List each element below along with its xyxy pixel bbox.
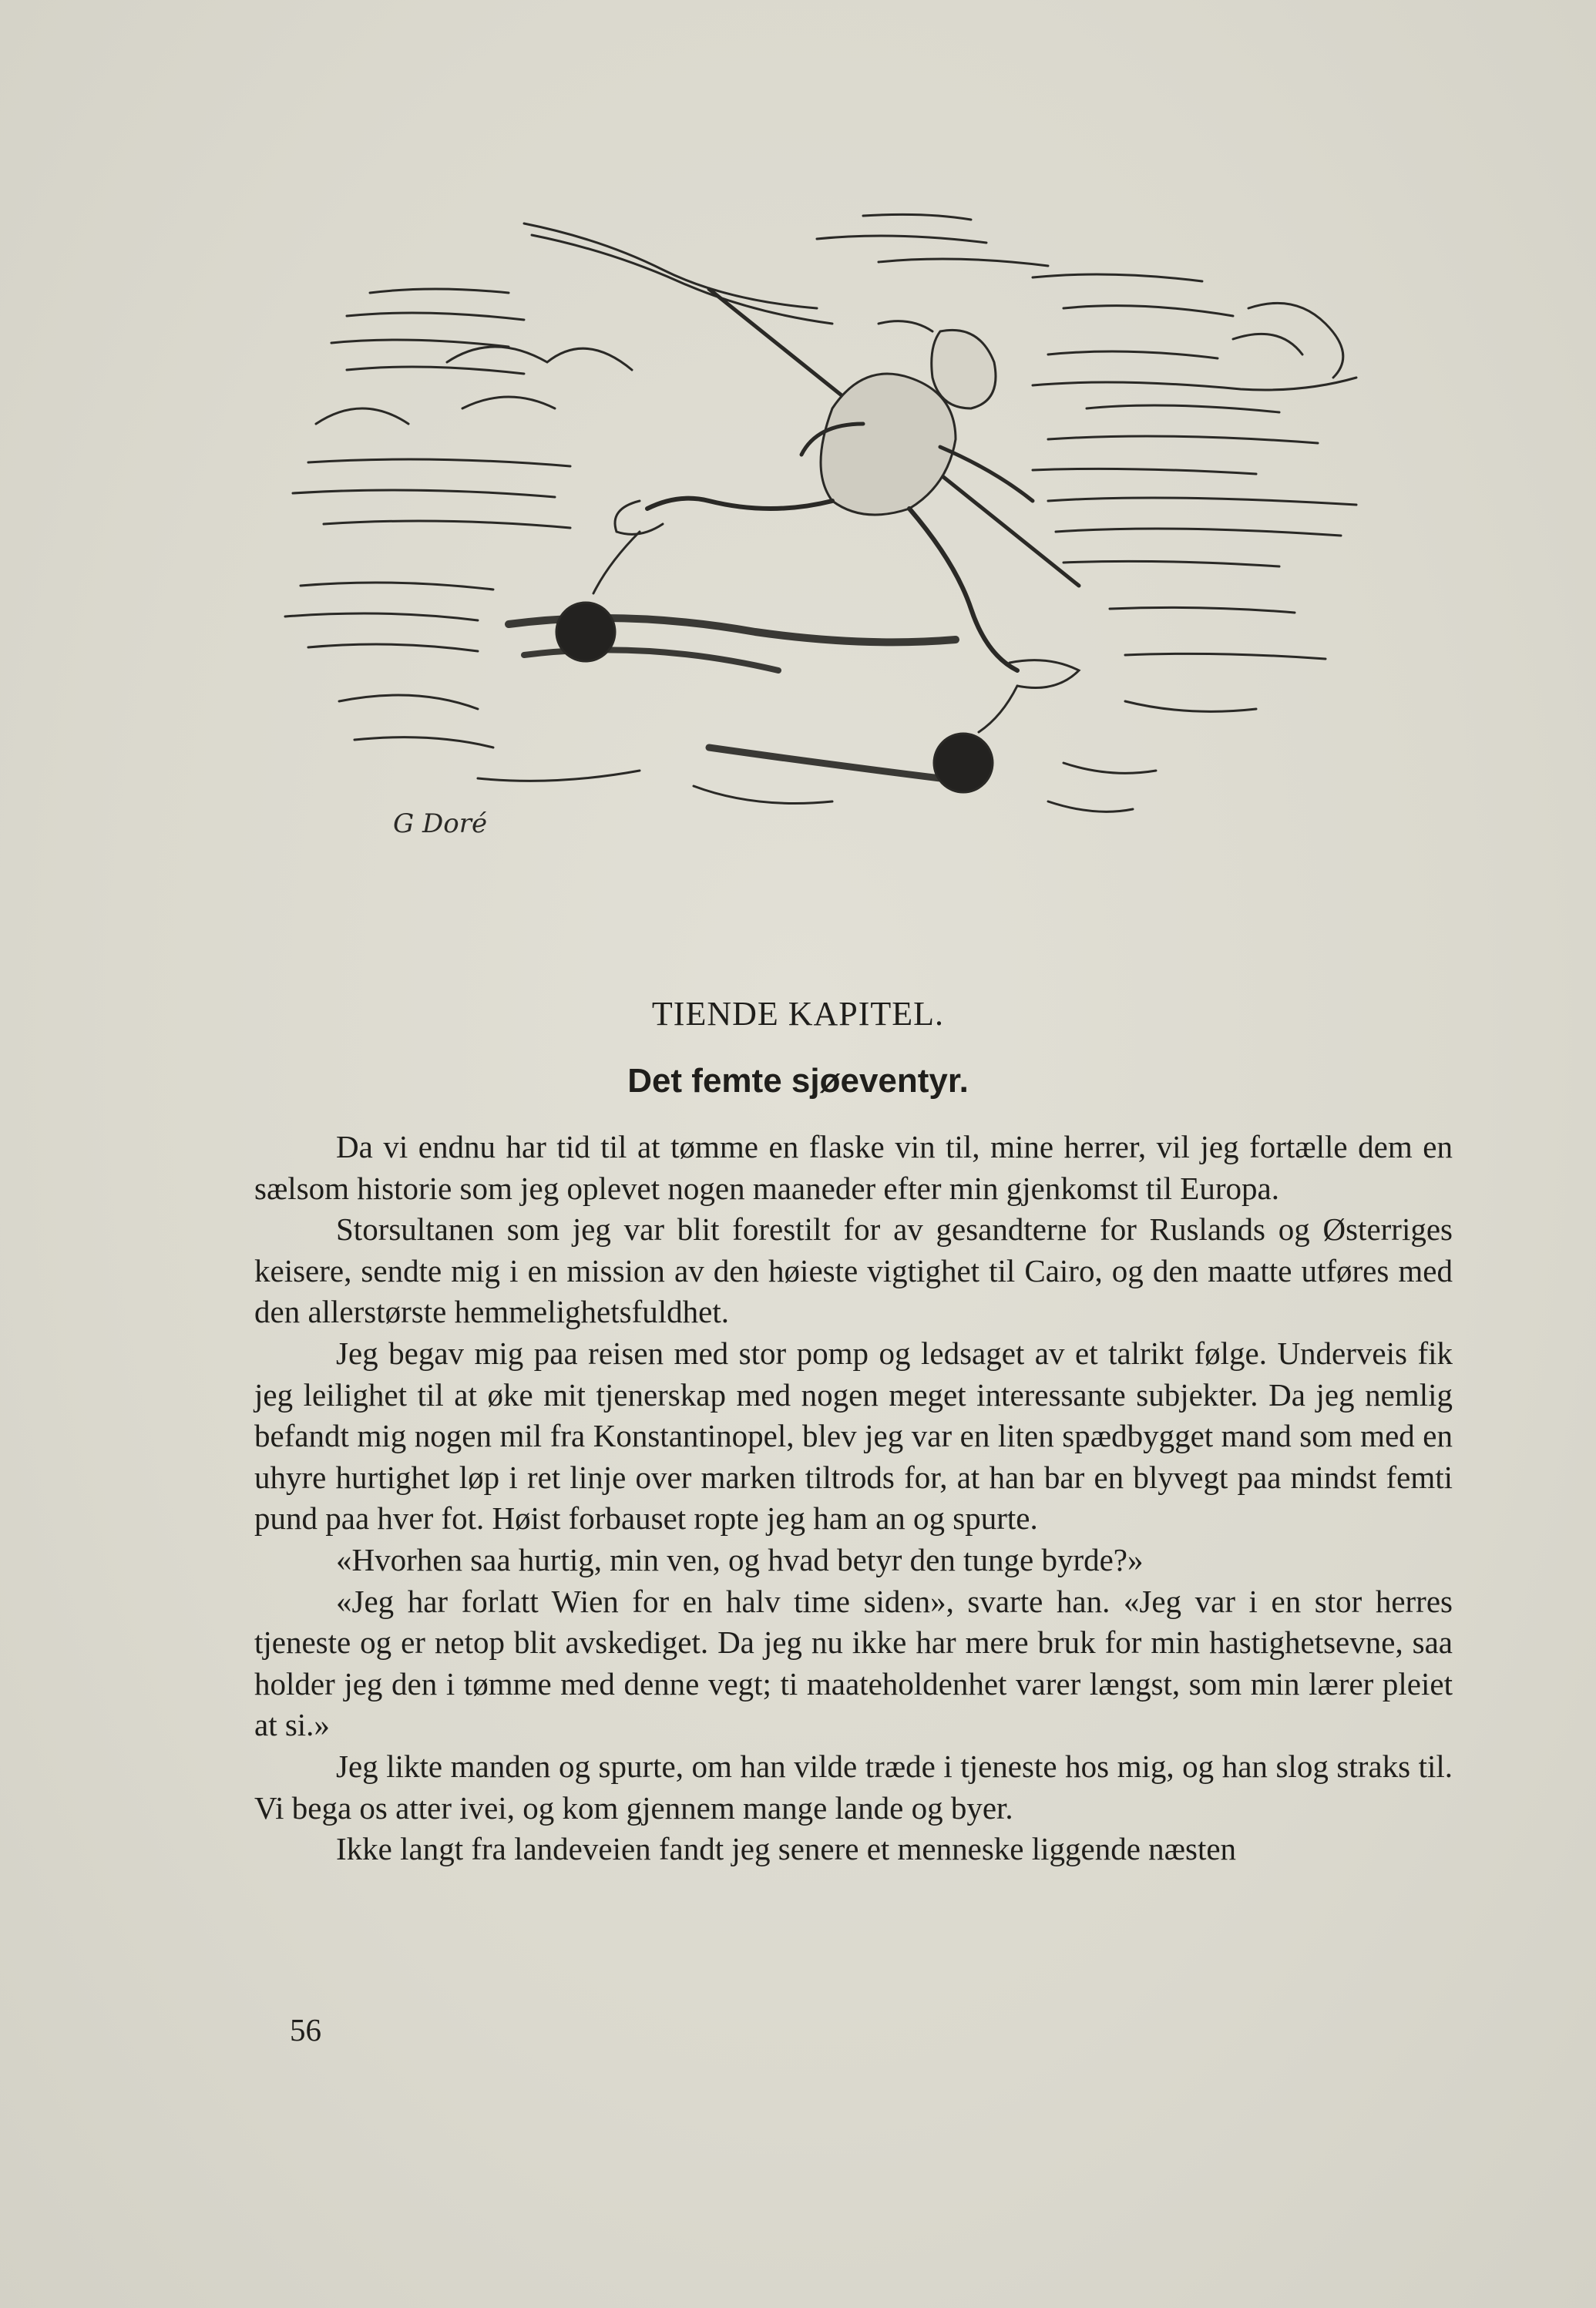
paragraph: Ikke langt fra landeveien fandt jeg senere et menneske liggende næsten [336,1831,1237,1867]
body-text [254,1127,1453,1870]
chapter-title: TIENDE KAPITEL. [651,995,945,1033]
paragraph: Jeg begav mig paa reisen med stor pomp og ledsaget av et talrikt følge. Underveis fik jeg leilighet til at øke mit tjenerskap med nogen meget interessante subjekter. Da jeg nemlig befandt mig nogen mil fra Konstantinopel, blev jeg var en liten spædbygget mand som med en uhyre hurtighet løp i ret linje over marken tiltrods for, at han bar en blyvegt paa mindst femti pund paa hver fot. Høist forbauset ropte jeg ham an og spurte. [254,1335,1453,1537]
page-number: 56 [290,2012,321,2048]
paragraph: «Hvorhen saa hurtig, min ven, og hvad betyr den tunge byrde?» [336,1541,1144,1577]
illustration-svg [277,177,1418,886]
chapter-subtitle: Det femte sjøeventyr. [627,1062,969,1100]
engraving-running-man-icon [277,177,1418,886]
paragraph: Da vi endnu har tid til at tømme en flaske vin til, mine herrer, vil jeg fortælle dem en sælsom historie som jeg oplevet nogen maaneder efter min gjenkomst til Europa. [254,1129,1453,1206]
illustration-signature: G Doré [393,808,488,839]
paragraph: «Jeg har forlatt Wien for en halv time siden», svarte han. «Jeg var i en stor herres tjeneste og er netop blit avskediget. Da jeg nu ikke har mere bruk for min hastighetsevne, saa holder jeg den i tømme med denne vegt; ti maateholdenhet varer længst, som min lærer pleiet at si.» [254,1583,1453,1743]
paragraph: Jeg likte manden og spurte, om han vilde træde i tjeneste hos mig, og han slog straks til. Vi bega os atter ivei, og kom gjennem mange lande og byer. [254,1748,1453,1826]
paragraph: Storsultanen som jeg var blit forestilt for av gesandterne for Ruslands og Østerriges keisere, sendte mig i en mission av den høieste vigtighet til Cairo, og den maatte utføres med den allerstørste hemmelighetsfuldhet. [254,1211,1453,1330]
